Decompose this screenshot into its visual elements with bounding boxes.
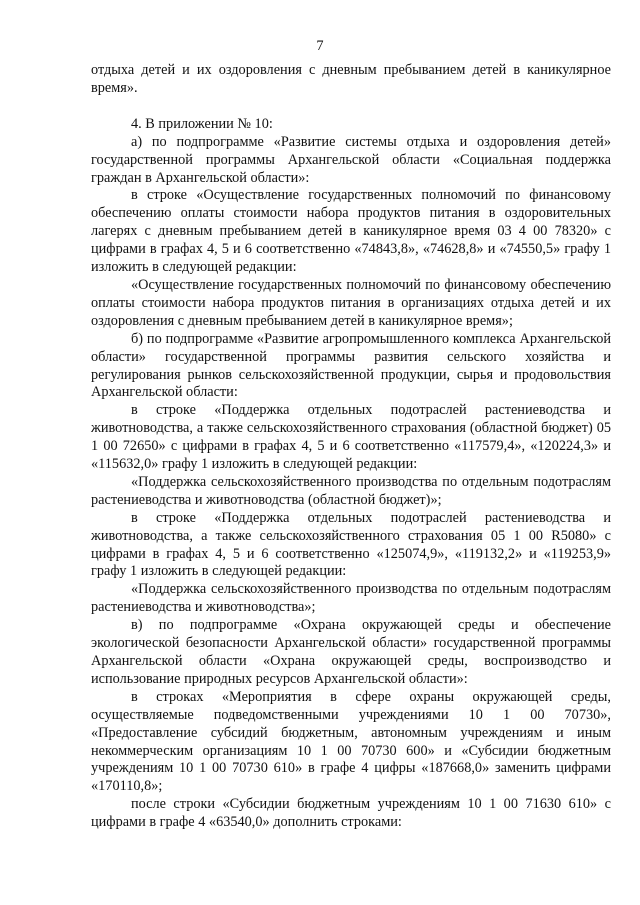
document-body <box>91 62 611 832</box>
paragraph: «Поддержка сельскохозяйственного производства по отдельным подотраслям растениеводства и животноводства»; <box>91 581 611 616</box>
paragraph: в строках «Мероприятия в сфере охраны окружающей среды, осуществляемые подведомственными учреждениями 10 1 00 70730», «Предоставление субсидий бюджетным, автономным учреждениям и иным некоммерческим организациям 10 1 00 70730 600» и «Субсидии бюджетным учреждениям 10 1 00 70730 610» в графе 4 цифры «187668,0» заменить цифрами «170110,8»; <box>91 688 611 795</box>
paragraph: «Поддержка сельскохозяйственного производства по отдельным подотраслям растениеводства и животноводства (областной бюджет)»; <box>91 473 611 508</box>
paragraph: в строке «Поддержка отдельных подотраслей растениеводства и животноводства, а также сельскохозяйственного страхования 05 1 00 R5080» с цифрами в графах 4, 5 и 6 соответственно «125074,9», «119132,2» и «119253,9» графу 1 изложить в следующей редакции: <box>91 509 611 580</box>
paragraph: 4. В приложении № 10: <box>131 115 273 132</box>
paragraph: б) по подпрограмме «Развитие агропромышленного комплекса Архангельской области» государственной программы развития сельского хозяйства и регулирования рынков сельскохозяйственной продукции, сырья и продовольствия Архангельской области: <box>91 330 611 401</box>
paragraph: «Осуществление государственных полномочий по финансовому обеспечению оплаты стоимости набора продуктов питания в организациях отдыха детей и их оздоровления с дневным пребыванием детей в каникулярное время»; <box>91 276 611 329</box>
paragraph: после строки «Субсидии бюджетным учреждениям 10 1 00 71630 610» с цифрами в графе 4 «63540,0» дополнить строками: <box>91 796 611 831</box>
paragraph: отдыха детей и их оздоровления с дневным пребыванием детей в каникулярное время». <box>91 62 611 96</box>
paragraph: в строке «Осуществление государственных полномочий по финансовому обеспечению оплаты стоимости набора продуктов питания в оздоровительных лагерях с дневным пребыванием детей в каникулярное время 03 4 00 78320» с цифрами в графах 4, 5 и 6 соответственно «74843,8», «74628,8» и «74550,5» графу 1 изложить в следующей редакции: <box>91 187 611 276</box>
paragraph: в строке «Поддержка отдельных подотраслей растениеводства и животноводства, а также сельскохозяйственного страхования (областной бюджет) 05 1 00 72650» с цифрами в графах 4, 5 и 6 соответственно «117579,4», «120224,3» и «115632,0» графу 1 изложить в следующей редакции: <box>91 402 611 473</box>
paragraph: в) по подпрограмме «Охрана окружающей среды и обеспечение экологической безопасности Архангельской области» государственной программы Архангельской области «Охрана окружающей среды, воспроизводство и использование природных ресурсов Архангельской области»: <box>91 617 611 687</box>
paragraph-gap <box>91 98 611 116</box>
paragraph: а) по подпрограмме «Развитие системы отдыха и оздоровления детей» государственной программы Архангельской области «Социальная поддержка граждан в Архангельской области»: <box>91 133 611 186</box>
page-number: 7 <box>316 38 324 54</box>
